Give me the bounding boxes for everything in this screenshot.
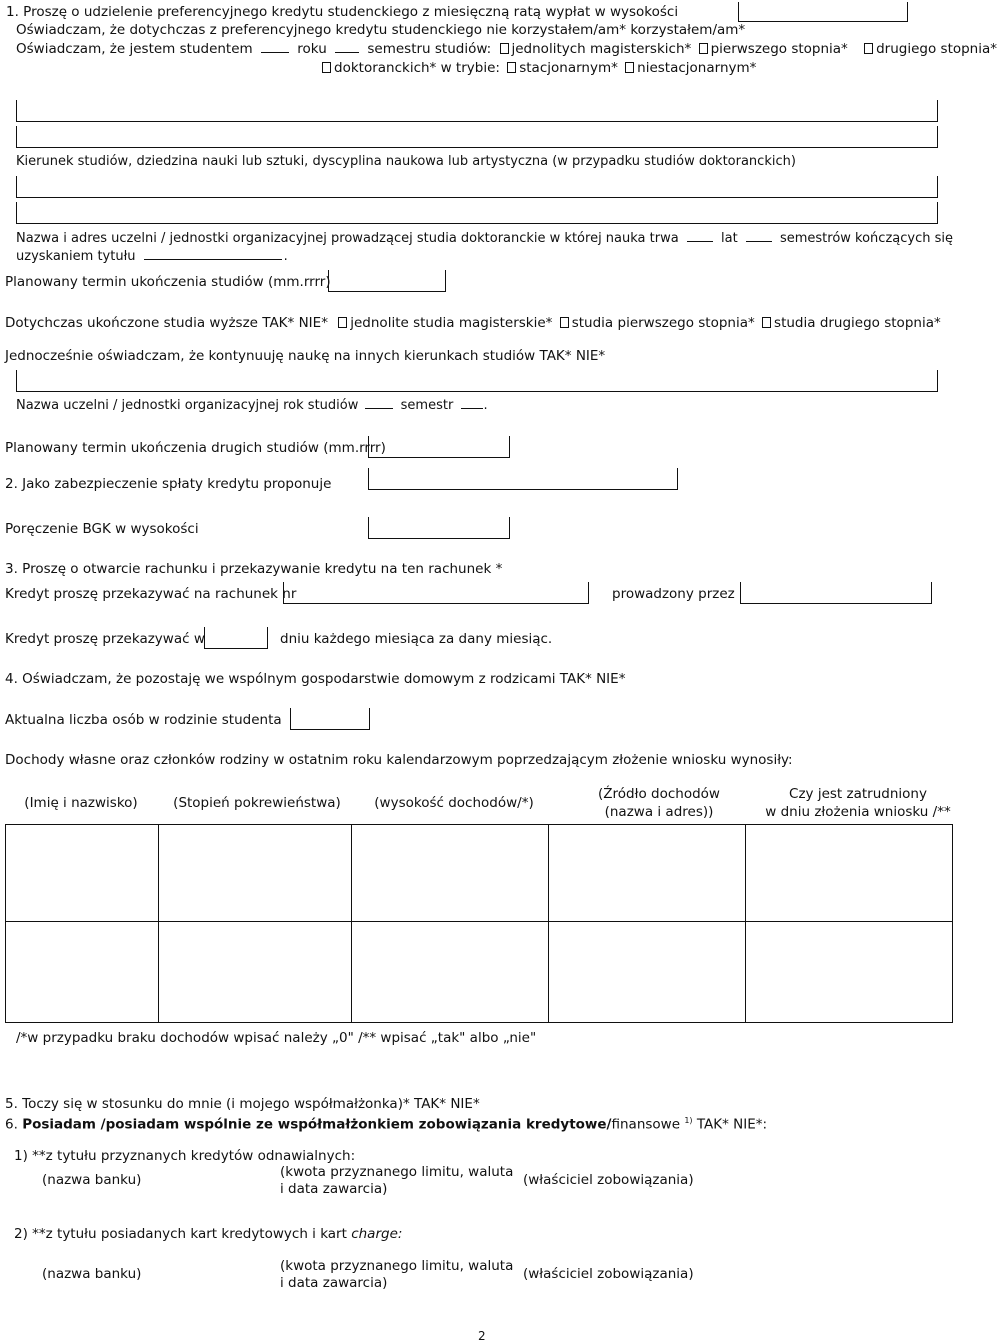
item2-label: 2) **z tytułu posiadanych kart kredytowych i kart bbox=[14, 1226, 347, 1242]
zabezpieczenie-label: 2. Jako zabezpieczenie spłaty kredytu proponuje bbox=[5, 476, 332, 492]
semestru-label: semestru studiów: bbox=[367, 41, 492, 57]
kontynuuje-label: Jednocześnie oświadczam, że kontynuuję naukę na innych kierunkach studiów TAK* NIE* bbox=[5, 348, 606, 364]
opt-jednolite-label: jednolitych magisterskich* bbox=[511, 41, 692, 57]
cell-zrodlo[interactable] bbox=[549, 825, 746, 922]
item1-kwota-label-2: i data zawarcia) bbox=[280, 1181, 388, 1197]
header-imie: (Imię i nazwisko) bbox=[24, 795, 138, 811]
table-row bbox=[6, 825, 953, 922]
semestr-label: semestr bbox=[400, 398, 454, 413]
uczelnia2-line: Nazwa uczelni / jednostki organizacyjnej rok studiów semestr . bbox=[16, 398, 488, 413]
przekazywac-label: Kredyt proszę przekazywać w bbox=[5, 631, 205, 647]
item2-charge: charge: bbox=[351, 1226, 403, 1242]
cell-stopien[interactable] bbox=[159, 825, 352, 922]
rok-blank[interactable] bbox=[365, 408, 393, 409]
lat-blank[interactable] bbox=[687, 241, 713, 242]
uczelnia-label: Nazwa i adres uczelni / jednostki organizacyjnej prowadzącej studia doktoranckie w której nauka trwa bbox=[16, 231, 679, 246]
inne-studia-field[interactable] bbox=[16, 370, 938, 392]
lat-label: lat bbox=[720, 231, 738, 246]
ukonczone-jednolite-label: jednolite studia magisterskie* bbox=[350, 315, 553, 331]
tytul-line: uzyskaniem tytułu . bbox=[16, 249, 288, 264]
termin2-label: Planowany termin ukończenia drugich studiów (mm.rrrr) bbox=[5, 440, 386, 456]
liczba-osob-label: Aktualna liczba osób w rodzinie studenta bbox=[5, 712, 282, 728]
opt-drugi-label: drugiego stopnia* bbox=[876, 41, 997, 57]
dochody-label: Dochody własne oraz członków rodziny w ostatnim roku kalendarzowym poprzedzającym złożenie wniosku wynosiły: bbox=[5, 752, 793, 768]
poreczenie-field[interactable] bbox=[368, 517, 510, 539]
dniu-label: dniu każdego miesiąca za dany miesiąc. bbox=[280, 631, 553, 647]
item2-wlasciciel-label: (właściciel zobowiązania) bbox=[523, 1266, 694, 1282]
section6-title bbox=[5, 1113, 767, 1133]
semestrow-label: semestrów kończących się bbox=[779, 231, 953, 246]
header-zatrudniony-1: Czy jest zatrudniony bbox=[789, 786, 927, 802]
prowadzony-label: prowadzony przez bbox=[612, 586, 735, 602]
semestr-blank[interactable] bbox=[461, 408, 483, 409]
ukonczone-drugi-label: studia drugiego stopnia* bbox=[774, 315, 941, 331]
tytul-label: uzyskaniem tytułu bbox=[16, 249, 136, 264]
uczelnia2-label: Nazwa uczelni / jednostki organizacyjnej rok studiów bbox=[16, 398, 359, 413]
year-blank[interactable] bbox=[261, 52, 289, 53]
checkbox-ukonczone-drugi[interactable] bbox=[762, 317, 771, 328]
ukonczone-pierwszy-label: studia pierwszego stopnia* bbox=[571, 315, 755, 331]
opt-doktor-label: doktoranckich* w trybie: bbox=[334, 60, 500, 76]
item2-kwota-label-2: i data zawarcia) bbox=[280, 1275, 388, 1291]
cell-zrodlo[interactable] bbox=[549, 922, 746, 1023]
semestrow-blank[interactable] bbox=[746, 241, 772, 242]
uczelnia-line bbox=[16, 231, 953, 247]
item2-line bbox=[14, 1226, 402, 1242]
roku-label: roku bbox=[297, 41, 327, 57]
income-table bbox=[5, 824, 953, 1023]
rachunek-label: Kredyt proszę przekazywać na rachunek nr bbox=[5, 586, 297, 602]
item1-bank-label: (nazwa banku) bbox=[42, 1172, 142, 1188]
section5-title: 5. Toczy się w stosunku do mnie (i mojego współmałżonka)* TAK* NIE* bbox=[5, 1096, 480, 1112]
cell-wysokosc[interactable] bbox=[352, 825, 549, 922]
tytul-blank[interactable] bbox=[144, 259, 282, 260]
termin2-field[interactable] bbox=[368, 436, 510, 458]
liczba-osob-field[interactable] bbox=[290, 708, 370, 730]
checkbox-ukonczone-jednolite[interactable] bbox=[338, 317, 347, 328]
checkbox-pierwszy[interactable] bbox=[699, 43, 708, 54]
kierunek-label: Kierunek studiów, dziedzina nauki lub sztuki, dyscyplina naukowa lub artystyczna (w przypadku studiów doktoranckich) bbox=[16, 154, 796, 169]
section1-line1: 1. Proszę o udzielenie preferencyjnego kredytu studenckiego z miesięczną ratą wypłat w wysokości bbox=[6, 4, 679, 20]
checkbox-drugi[interactable] bbox=[864, 43, 873, 54]
item1-label: 1) **z tytułu przyznanych kredytów odnawialnych: bbox=[14, 1148, 356, 1164]
student-year-line bbox=[16, 41, 997, 57]
termin-field[interactable] bbox=[328, 270, 446, 292]
table-row bbox=[6, 922, 953, 1023]
header-zatrudniony-2: w dniu złożenia wniosku /** bbox=[765, 804, 951, 820]
rata-amount-field[interactable] bbox=[738, 2, 908, 22]
section6-bold: Posiadam /posiadam wspólnie ze współmałżonkiem zobowiązania kredytowe/ bbox=[22, 1116, 612, 1133]
header-wysokosc: (wysokość dochodów/*) bbox=[374, 795, 534, 811]
cell-wysokosc[interactable] bbox=[352, 922, 549, 1023]
checkbox-stacjonarny[interactable] bbox=[507, 62, 516, 73]
section6-finansowe: finansowe bbox=[611, 1116, 681, 1133]
semester-blank[interactable] bbox=[335, 52, 359, 53]
opt-stacjonarny-label: stacjonarnym* bbox=[519, 60, 618, 76]
section4-title: 4. Oświadczam, że pozostaję we wspólnym gospodarstwie domowym z rodzicami TAK* NIE* bbox=[5, 671, 626, 687]
header-stopien: (Stopień pokrewieństwa) bbox=[173, 795, 341, 811]
bank-field[interactable] bbox=[740, 582, 932, 604]
termin-label: Planowany termin ukończenia studiów (mm.rrrr) bbox=[5, 274, 331, 290]
header-zrodlo-2: (nazwa i adres)) bbox=[604, 804, 714, 820]
section6-tail: TAK* NIE*: bbox=[696, 1116, 768, 1133]
uczelnia-field-2[interactable] bbox=[16, 202, 938, 224]
opt-niestacjonarny-label: niestacjonarnym* bbox=[637, 60, 757, 76]
mode-line bbox=[322, 60, 756, 76]
ukonczone-line bbox=[5, 315, 941, 331]
header-zrodlo-1: (Źródło dochodów bbox=[598, 786, 720, 802]
item1-kwota-label-1: (kwota przyznanego limitu, waluta bbox=[280, 1164, 514, 1180]
dzien-field[interactable] bbox=[204, 627, 268, 649]
item1-wlasciciel-label: (właściciel zobowiązania) bbox=[523, 1172, 694, 1188]
checkbox-ukonczone-pierwszy[interactable] bbox=[560, 317, 569, 328]
cell-imie[interactable] bbox=[6, 922, 159, 1023]
page-number: 2 bbox=[478, 1329, 486, 1343]
section3-title: 3. Proszę o otwarcie rachunku i przekazywanie kredytu na ten rachunek * bbox=[5, 561, 503, 577]
checkbox-jednolite[interactable] bbox=[500, 43, 509, 54]
cell-zatrudniony[interactable] bbox=[746, 922, 953, 1023]
cell-zatrudniony[interactable] bbox=[746, 825, 953, 922]
cell-stopien[interactable] bbox=[159, 922, 352, 1023]
student-label: Oświadczam, że jestem studentem bbox=[16, 41, 253, 57]
rachunek-field[interactable] bbox=[283, 582, 589, 604]
zabezpieczenie-field[interactable] bbox=[368, 468, 678, 490]
section6-num: 6. bbox=[5, 1116, 18, 1133]
checkbox-niestacjonarny[interactable] bbox=[625, 62, 634, 73]
kierunek-field-1[interactable] bbox=[16, 100, 938, 122]
item2-kwota-label-1: (kwota przyznanego limitu, waluta bbox=[280, 1258, 514, 1274]
income-footnote: /*w przypadku braku dochodów wpisać należy „0" /** wpisać „tak" albo „nie" bbox=[16, 1030, 537, 1046]
section6-sup: 1) bbox=[684, 1116, 693, 1125]
ukonczone-label: Dotychczas ukończone studia wyższe TAK* NIE* bbox=[5, 315, 328, 331]
opt-pierwszy-label: pierwszego stopnia* bbox=[710, 41, 848, 57]
uczelnia-field-1[interactable] bbox=[16, 176, 938, 198]
kierunek-field-2[interactable] bbox=[16, 126, 938, 148]
cell-imie[interactable] bbox=[6, 825, 159, 922]
poreczenie-label: Poręczenie BGK w wysokości bbox=[5, 521, 199, 537]
item2-bank-label: (nazwa banku) bbox=[42, 1266, 142, 1282]
section1-line2: Oświadczam, że dotychczas z preferencyjnego kredytu studenckiego nie korzystałem/am* korzystałem/am* bbox=[16, 22, 746, 38]
checkbox-doktor[interactable] bbox=[322, 62, 331, 73]
